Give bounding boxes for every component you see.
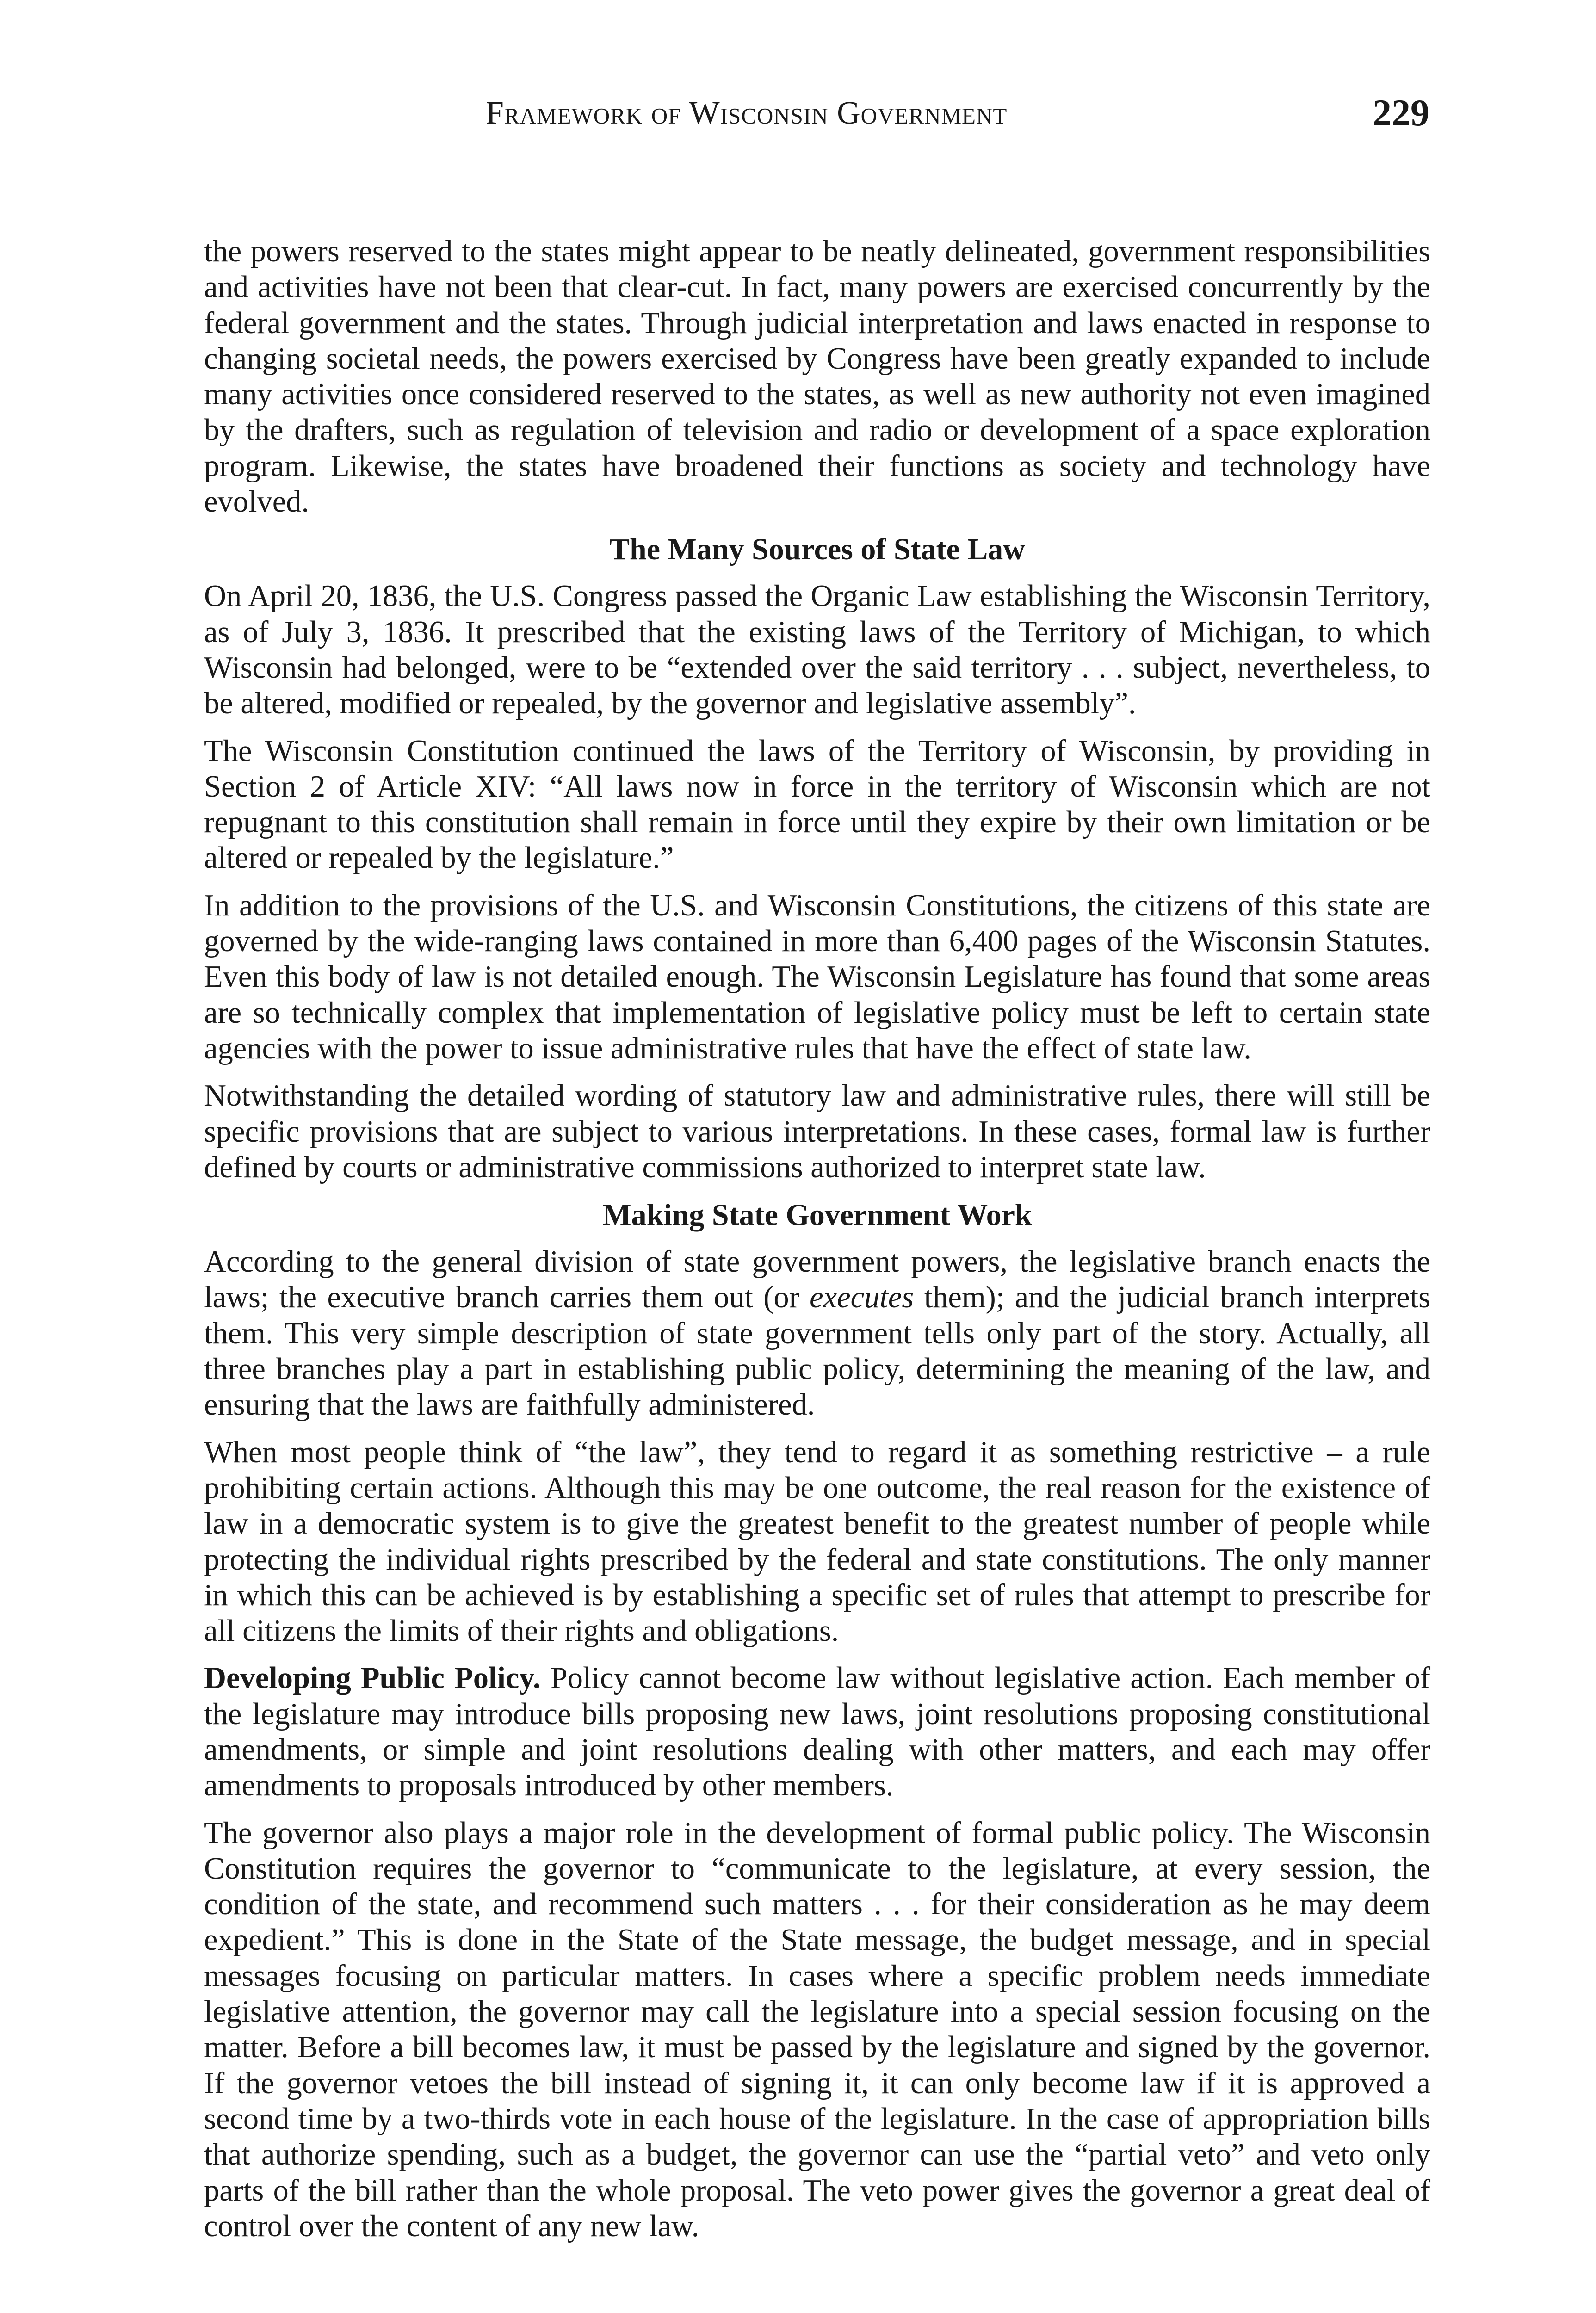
page-number: 229 [1373, 92, 1429, 134]
paragraph-the-law: When most people think of “the law”, they tend to regard it as something restrictive – a rule prohibiting certain actions. Although this may be one outcome, the real reason for the existence of law in a democratic system is to give the greatest benefit to the greatest number of people while protecting the individual rights prescribed by the federal and state constitutions. The only manner in which this can be achieved is by establishing a specific set of rules that attempt to prescribe for all citizens the limits of their rights and obligations. [204, 1435, 1430, 1648]
running-title: Framework of Wisconsin Government [486, 95, 1008, 131]
paragraph-continuation: the powers reserved to the states might appear to be neatly delineated, government responsibilities and activities have not been that clear-cut. In fact, many powers are exercised concurrently by the federal government and the states. Through judicial interpretation and laws enacted in response to changing societal needs, the powers exercised by Congress have been greatly expanded to include many activities once considered reserved to the states, as well as new authority not even imagined by the drafters, such as regulation of television and radio or development of a space exploration program. Likewise, the states have broadened their functions as society and technology have evolved. [204, 235, 1430, 519]
paragraph-branches [204, 1244, 1430, 1422]
paragraph-branches-text-b: them); and the judicial branch interprets them. This very simple description of state government tells only part of the story. Actually, all three branches play a part in establishing public policy, determining the meaning of the law, and ensuring that the laws are faithfully administered. [204, 1280, 1430, 1422]
paragraph-interpretation: Notwithstanding the detailed wording of statutory law and administrative rules, there will still be specific provisions that are subject to various interpretations. In these cases, formal law is further defined by courts or administrative commissions authorized to interpret state law. [204, 1079, 1430, 1184]
paragraph-constitution: The Wisconsin Constitution continued the laws of the Territory of Wisconsin, by providing in Section 2 of Article XIV: “All laws now in force in the territory of Wisconsin which are not repugnant to this constitution shall remain in force until they expire by their own limitation or be altered or repealed by the legislature.” [204, 734, 1430, 875]
run-in-heading-public-policy: Developing Public Policy. [204, 1661, 541, 1695]
paragraph-organic-law: On April 20, 1836, the U.S. Congress passed the Organic Law establishing the Wisconsin Territory, as of July 3, 1836. It prescribed that the existing laws of the Territory of Michigan, to which Wisconsin had belonged, were to be “extended over the said territory . . . subject, nevertheless, to be altered, modified or repealed, by the governor and legislative assembly”. [204, 579, 1430, 721]
paragraph-public-policy [204, 1660, 1430, 1803]
main-text [204, 234, 1430, 2256]
paragraph-public-policy-text: Policy cannot become law without legislative action. Each member of the legislature may introduce bills proposing new laws, joint resolutions proposing constitutional amendments, or simple and joint resolutions dealing with other matters, and each may offer amendments to proposals introduced by other members. [204, 1661, 1430, 1803]
running-head [0, 92, 1596, 146]
paragraph-governor-role: The governor also plays a major role in the development of formal public policy. The Wisconsin Constitution requires the governor to “communicate to the legislature, at every session, the condition of the state, and recommend such matters . . . for their consideration as he may deem expedient.” This is done in the State of the State message, the budget message, and in special messages focusing on particular matters. In cases where a specific problem needs immediate legislative attention, the governor may call the legislature into a special session focusing on the matter. Before a bill becomes law, it must be passed by the legislature and signed by the governor. If the governor vetoes the bill instead of signing it, it can only become law if it is approved a second time by a two-thirds vote in each house of the legislature. In the case of appropriation bills that authorize spending, such as a budget, the governor can use the “partial veto” and veto only parts of the bill rather than the whole proposal. The veto power gives the governor a great deal of control over the content of any new law. [204, 1816, 1430, 2243]
section-heading-government-work: Making State Government Work [602, 1198, 1032, 1232]
paragraph-branches-emphasis: executes [810, 1280, 914, 1315]
paragraph-branches-text-a: According to the general division of state government powers, the legislative branch enacts the laws; the executive branch carries them out (or [204, 1245, 1430, 1315]
section-heading-sources: The Many Sources of State Law [609, 532, 1025, 567]
paragraph-statutes: In addition to the provisions of the U.S. and Wisconsin Constitutions, the citizens of this state are governed by the wide-ranging laws contained in more than 6,400 pages of the Wisconsin Statutes. Even this body of law is not detailed enough. The Wisconsin Legislature has found that some areas are so technically complex that implementation of legislative policy must be left to certain state agencies with the power to issue administrative rules that have the effect of state law. [204, 888, 1430, 1065]
